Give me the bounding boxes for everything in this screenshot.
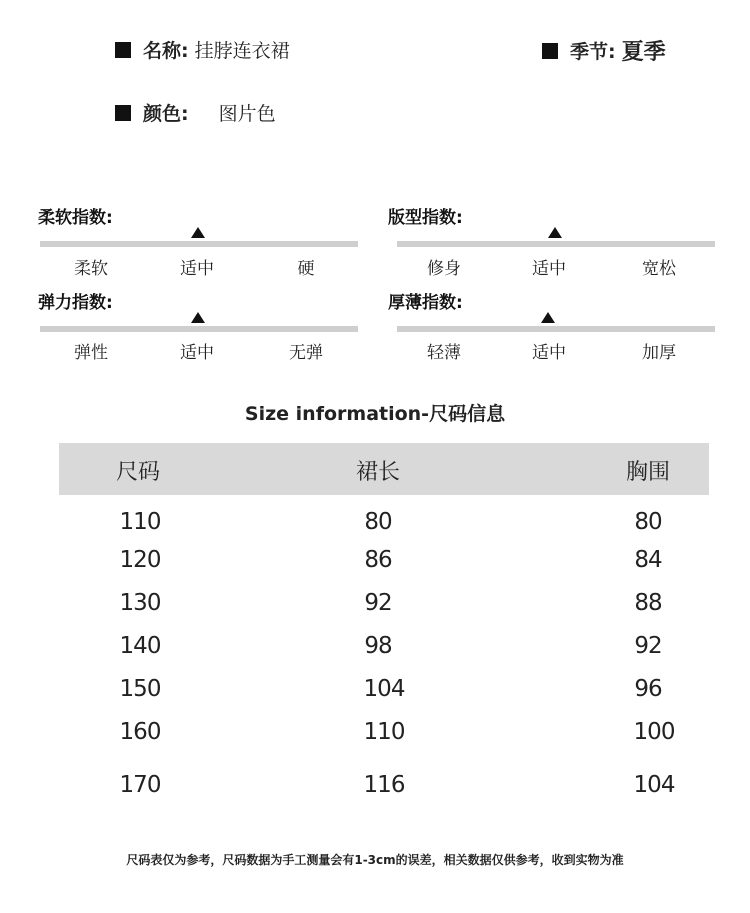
- table-cell: 80: [364, 509, 392, 535]
- fit-level-marker-icon: [548, 227, 562, 238]
- table-cell: 86: [364, 547, 392, 573]
- table-cell: 150: [119, 676, 161, 702]
- softness-scale-label: 柔软: [74, 259, 108, 279]
- product-name-label: 名称:: [143, 40, 189, 62]
- season-label: 季节:: [570, 41, 616, 63]
- bullet-square-icon: [115, 105, 131, 121]
- table-cell: 110: [119, 509, 161, 535]
- elasticity-scale-label: 无弹: [289, 343, 323, 363]
- elasticity-level-marker-icon: [191, 312, 205, 323]
- table-cell: 140: [119, 633, 161, 659]
- color-row: [115, 99, 276, 126]
- table-cell: 96: [634, 676, 662, 702]
- size-info-title: Size information-尺码信息: [244, 403, 506, 425]
- softness-scale-label: 适中: [180, 259, 214, 279]
- thickness-scale-label: 适中: [532, 343, 566, 363]
- color-label: 颜色:: [143, 103, 189, 125]
- table-cell: 84: [634, 547, 662, 573]
- softness-scale-label: 硬: [297, 259, 315, 279]
- table-cell: 170: [119, 772, 161, 798]
- thickness-scale-label: 加厚: [642, 343, 676, 363]
- table-cell: 130: [119, 590, 161, 616]
- size-disclaimer-note: 尺码表仅为参考，尺码数据为手工测量会有1-3cm的误差，相关数据仅供参考，收到实物为准: [126, 853, 624, 867]
- fit-scale-bar: [397, 241, 715, 247]
- season-value: 夏季: [621, 40, 666, 65]
- bullet-square-icon: [542, 43, 558, 59]
- length-column-header: 裙长: [355, 460, 400, 485]
- softness-scale-bar: [40, 241, 358, 247]
- table-cell: 116: [363, 772, 405, 798]
- fit-scale-label: 适中: [532, 259, 566, 279]
- table-cell: 98: [364, 633, 392, 659]
- table-cell: 80: [634, 509, 662, 535]
- thickness-level-marker-icon: [541, 312, 555, 323]
- bust-column-header: 胸围: [625, 460, 670, 485]
- season-row: [542, 35, 666, 66]
- table-cell: 92: [364, 590, 392, 616]
- table-cell: 88: [634, 590, 662, 616]
- fit-scale-label: 修身: [427, 259, 461, 279]
- thickness-scale-label: 轻薄: [427, 343, 461, 363]
- elasticity-scale-label: 适中: [180, 343, 214, 363]
- thickness-scale-bar: [397, 326, 715, 332]
- table-cell: 104: [633, 772, 675, 798]
- table-cell: 92: [634, 633, 662, 659]
- table-cell: 120: [119, 547, 161, 573]
- elasticity-scale-label: 弹性: [74, 343, 108, 363]
- product-name-value: 挂脖连衣裙: [194, 40, 290, 62]
- thickness-index-title: 厚薄指数:: [388, 293, 463, 313]
- color-value: 图片色: [218, 103, 276, 125]
- softness-level-marker-icon: [191, 227, 205, 238]
- size-column-header: 尺码: [115, 460, 160, 485]
- fit-scale-label: 宽松: [642, 259, 676, 279]
- table-cell: 160: [119, 719, 161, 745]
- elasticity-index-title: 弹力指数:: [38, 293, 113, 313]
- table-cell: 100: [633, 719, 675, 745]
- bullet-square-icon: [115, 42, 131, 58]
- fit-index-title: 版型指数:: [388, 208, 463, 228]
- table-cell: 110: [363, 719, 405, 745]
- elasticity-scale-bar: [40, 326, 358, 332]
- product-name-row: [115, 36, 290, 63]
- softness-index-title: 柔软指数:: [38, 208, 113, 228]
- table-cell: 104: [363, 676, 405, 702]
